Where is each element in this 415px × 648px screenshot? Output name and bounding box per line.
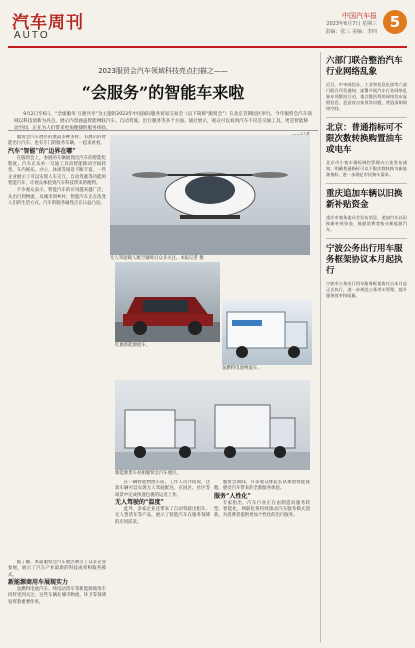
paragraph: 服贸会期间，许多观众排起长队体验智能座舱，感受汽车带来的全新服务体验。 [214,480,310,492]
text-column-2 [115,480,210,640]
sidebar-text-1: 近日，中央网信办、工业和信息化部等六部门联合印发通知，部署开展汽车行业网络乱象专项整治行动，重点整治利用网络发布虚假信息、恶意攻击抹黑等问题，营造清朗网络空间。 [326,82,407,111]
truck-photo-1 [222,300,312,365]
paragraph: 在服贸会上，参展的车辆展现出汽车的智能化程度。汽车正从单一交通工具向智能移动空间转变，车内娱乐、办公、休闲等场景不断丰富。一些企业展示了可以实现人车交互、自动驾驶等功能的智能汽车，让观众体验到汽车科技带来的便利。 [8,155,106,187]
subheading: 汽车“智能”的“边界在哪” [8,147,76,155]
paragraph: 服贸会汽车展区的展品多种多样，有展示的智能出行汽车、也有专门的服务车辆，一起来看看。 [8,135,106,147]
section-subtitle: AUTO [14,30,50,41]
paragraph: 在一辆智能物流车前，工作人员介绍说，这款车辆可以实现无人驾驶配送，在园区、社区等场景中完成快递包裹的运送工作。 [115,480,210,498]
paragraph: 氢燃料电池汽车、纯电动货车等新能源商用车同样受到关注，这些车辆在城市物流、环卫等领域发挥着重要作用。 [8,587,106,605]
sidebar-headline-2: 北京：普通指标可不限次数转换购置油车或电车 [326,123,403,155]
paragraph: 专家指出，汽车行业正在由制造向服务转型，智能化、网联化将持续推动汽车服务模式创新，为消费者提供更加个性化的出行服务。 [214,500,310,519]
drone-caption: 无人驾驶载人航空器吸引众多关注。本报记者 摄 [110,256,204,261]
divider [8,130,318,131]
paper-name: 中国汽车报 [342,12,377,20]
text-column-1-tail [8,560,106,640]
sidebar-text-4: 宁波市公务出行用车服务框架协议自本月起正式执行，进一步规范公务用车管理，提升服务效率和质量。 [326,281,407,298]
news-sidebar [320,52,407,642]
kicker: 2023服贸会汽车领域科技亮点扫描之—— [98,67,228,75]
masthead [8,6,407,48]
subheading: 新能源商用车展现实力 [8,578,69,586]
sidebar-text-3: 重庆市商务委员会发布消息，追加汽车以旧换新补贴资金，鼓励消费者购买新能源汽车。 [326,215,407,232]
subheading: 服务“人性化” [214,492,251,500]
paragraph: 据了解，本届服贸会汽车展区吸引了众多企业参展，展示了汽车产业最新的科技成果和服务模式。 [8,560,106,578]
headline: “会服务”的智能车来啦 [81,83,245,102]
editor-info: 责编：张三 美编：李四 [325,29,377,35]
issue-date: 2023年6月7日 星期三 [326,21,377,27]
subheading: 无人驾驶的“温度” [115,498,164,506]
car-photo [115,262,220,342]
paragraph: 不少观众表示，智能汽车的应用越来越广泛，从出行到物流，从城市到乡村，智能汽车正在改变人们的生活方式。汽车的服务属性正在日益凸显。 [8,188,106,206]
divider [326,183,407,184]
truck2-caption: 新能源货车亮相服贸会汽车展区。 [115,471,181,476]
truck-photo-2 [115,380,310,470]
masthead-info [227,12,377,36]
lead-story [8,52,318,138]
truck1-caption: 氢燃料电池物流车。 [222,366,262,371]
divider [326,117,407,118]
drone-photo [110,135,310,255]
sidebar-headline-4: 宁波公务出行用车服务框架协议本月起执行 [326,244,403,276]
section-title: 汽车周刊 [12,13,84,33]
lead-paragraph: 9月2日至6日，“全球服务 互惠共享”为主题的2023年中国国际服务贸易交易会（以下简称“服贸会”）在北京首钢园区举行。今年服贸会汽车领域以科技创新为亮点，展示内容涵盖智能网联汽车、自动驾驶、出行服务等多个方面。通过展示，观众可以看到汽车不仅是交通工具，更是智能移动空间，正在为人们带来更加便捷的服务体验。 [14,112,312,131]
divider [326,238,407,239]
sidebar-text-2: 北京市小客车指标调控管理办公室发布通知，明确普通指标可以不限次数转换为新能源指标，进一步满足市民购车需求。 [326,160,407,177]
text-column-3 [214,480,310,640]
sidebar-headline-1: 六部门联合整治汽车行业网络乱象 [326,56,403,77]
sidebar-headline-3: 重庆追加车辆以旧换新补贴资金 [326,189,403,210]
page-number: 5 [383,10,407,34]
paragraph: 此外，多家企业还带来了自动驾驶出租车、无人售货车等产品，展示了智能汽车在服务领域的应用前景。 [115,507,210,525]
car-caption: 红旗新能源展车。 [115,343,151,348]
